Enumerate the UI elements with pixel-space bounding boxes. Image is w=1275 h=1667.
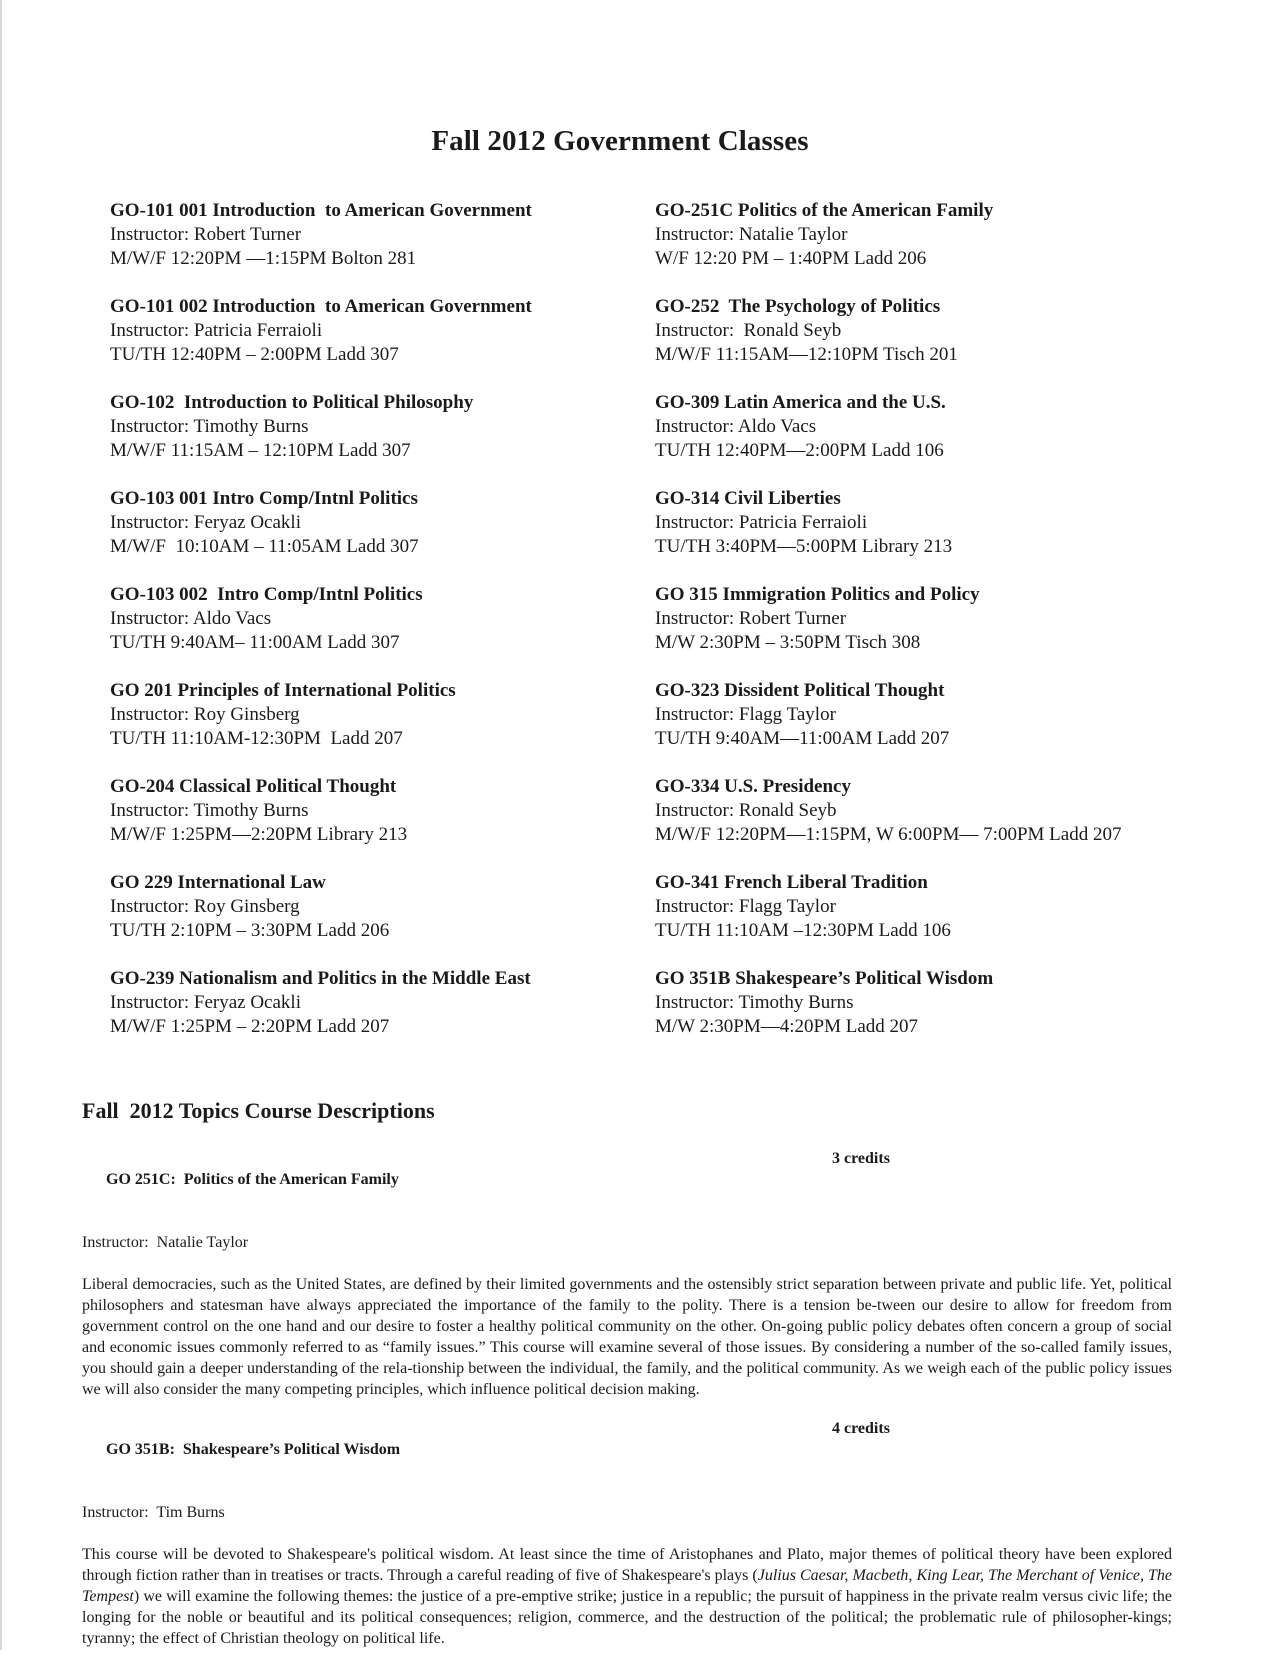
course-entry xyxy=(110,967,610,1063)
course-instructor: Instructor: Ronald Seyb xyxy=(655,800,837,821)
description-course-title: GO 351B: Shakespeare’s Political Wisdom xyxy=(106,1441,401,1458)
course-entry xyxy=(655,583,1215,679)
course-schedule: M/W/F 11:15AM – 12:10PM Ladd 307 xyxy=(110,440,411,461)
course-entry xyxy=(655,967,1215,1063)
course-instructor: Instructor: Patricia Ferraioli xyxy=(110,320,323,341)
course-schedule: TU/TH 9:40AM– 11:00AM Ladd 307 xyxy=(110,632,400,653)
course-entry xyxy=(655,487,1215,583)
course-instructor: Instructor: Ronald Seyb xyxy=(655,320,842,341)
description-body xyxy=(82,1544,1172,1649)
course-list-right xyxy=(655,199,1215,1063)
course-instructor: Instructor: Roy Ginsberg xyxy=(110,704,300,725)
course-schedule: M/W/F 1:25PM – 2:20PM Ladd 207 xyxy=(110,1016,390,1037)
course-name: GO-341 French Liberal Tradition xyxy=(655,872,928,893)
course-name: GO-314 Civil Liberties xyxy=(655,488,841,509)
course-entry xyxy=(655,679,1215,775)
course-name: GO-204 Classical Political Thought xyxy=(110,776,397,797)
course-name: GO-103 002 Intro Comp/Intnl Politics xyxy=(110,584,423,605)
page-title: Fall 2012 Government Classes xyxy=(431,125,809,158)
course-entry xyxy=(655,295,1215,391)
course-schedule: M/W 2:30PM – 3:50PM Tisch 308 xyxy=(655,632,921,653)
description-body-start: This course will be devoted to Shakespeare's political wisdom. At least since the time of Aristophanes and Plato, major themes of political theory have been explored through fiction rather than in treatises or tracts. Through a careful reading of five of Shakespeare's plays ( xyxy=(82,1546,1172,1584)
course-name: GO-323 Dissident Political Thought xyxy=(655,680,945,701)
course-instructor: Instructor: Flagg Taylor xyxy=(655,704,836,725)
course-instructor: Instructor: Timothy Burns xyxy=(655,992,854,1013)
description-plays: Julius Caesar, Macbeth, King Lear, The Merchant of Venice, The Tempest xyxy=(82,1567,1172,1605)
course-schedule: M/W/F 1:25PM—2:20PM Library 213 xyxy=(110,824,408,845)
course-schedule: M/W 2:30PM—4:20PM Ladd 207 xyxy=(655,1016,919,1037)
course-schedule: TU/TH 12:40PM—2:00PM Ladd 106 xyxy=(655,440,944,461)
course-entry xyxy=(655,775,1215,871)
topics-section xyxy=(82,1098,1172,1667)
course-instructor: Instructor: Feryaz Ocakli xyxy=(110,512,301,533)
course-entry xyxy=(110,199,610,295)
course-instructor: Instructor: Aldo Vacs xyxy=(110,608,272,629)
course-instructor: Instructor: Patricia Ferraioli xyxy=(655,512,868,533)
course-instructor: Instructor: Timothy Burns xyxy=(110,416,309,437)
course-instructor: Instructor: Timothy Burns xyxy=(110,800,309,821)
description-header xyxy=(82,1418,1172,1502)
course-instructor: Instructor: Robert Turner xyxy=(655,608,847,629)
course-schedule: TU/TH 12:40PM – 2:00PM Ladd 307 xyxy=(110,344,399,365)
description-body-end: ) we will examine the following themes: the justice of a pre-emptive strike; justice in a republic; the pursuit of happiness in the private realm versus civic life; the longing for the noble or beautiful and its political consequences; religion, commerce, and the destruction of the political; the problematic rule of philosopher-kings; tyranny; the effect of Christian theology on political life. xyxy=(82,1588,1172,1647)
course-name: GO-239 Nationalism and Politics in the Middle East xyxy=(110,968,531,989)
description-credits: 4 credits xyxy=(832,1420,890,1437)
course-name: GO-251C Politics of the American Family xyxy=(655,200,994,221)
course-name: GO 315 Immigration Politics and Policy xyxy=(655,584,980,605)
course-name: GO 201 Principles of International Politics xyxy=(110,680,456,701)
course-name: GO 351B Shakespeare’s Political Wisdom xyxy=(655,968,994,989)
course-list-left xyxy=(110,199,610,1063)
course-schedule: TU/TH 9:40AM—11:00AM Ladd 207 xyxy=(655,728,950,749)
course-instructor: Instructor: Robert Turner xyxy=(110,224,302,245)
course-entry xyxy=(655,391,1215,487)
course-instructor: Instructor: Natalie Taylor xyxy=(655,224,848,245)
course-instructor: Instructor: Aldo Vacs xyxy=(655,416,817,437)
description-body: Liberal democracies, such as the United States, are defined by their limited governments and the ostensibly strict separation between private and public life. Yet, political philosophers and statesman have always appreciated the importance of the family to the polity. There is a tension be-tween our desire to allow for freedom from government control on the one hand and our desire to foster a healthy political community on the other. On-going public policy debates often concern a group of social and economic issues commonly referred to as “family issues.” This course will examine several of those issues. By considering a number of the so-called family issues, you should gain a deeper understanding of the rela-tionship between the individual, the family, and the political community. As we weigh each of the public policy issues we will also consider the many competing principles, which influence political decision making. xyxy=(82,1276,1172,1398)
course-entry xyxy=(110,295,610,391)
course-instructor: Instructor: Flagg Taylor xyxy=(655,896,836,917)
course-name: GO-101 001 Introduction to American Government xyxy=(110,200,532,221)
description-course-title: GO 251C: Politics of the American Family xyxy=(106,1171,399,1188)
course-description xyxy=(82,1148,1172,1400)
course-entry xyxy=(110,391,610,487)
course-schedule: TU/TH 2:10PM – 3:30PM Ladd 206 xyxy=(110,920,390,941)
course-name: GO 229 International Law xyxy=(110,872,326,893)
course-instructor: Instructor: Roy Ginsberg xyxy=(110,896,300,917)
course-schedule: M/W/F 12:20PM—1:15PM, W 6:00PM— 7:00PM Ladd 207 xyxy=(655,824,1122,845)
course-schedule: M/W/F 12:20PM —1:15PM Bolton 281 xyxy=(110,248,417,269)
course-entry xyxy=(655,199,1215,295)
description-instructor: Instructor: Natalie Taylor xyxy=(82,1234,249,1251)
course-schedule: M/W/F 10:10AM – 11:05AM Ladd 307 xyxy=(110,536,419,557)
description-credits: 3 credits xyxy=(832,1150,890,1167)
course-entry xyxy=(110,487,610,583)
course-entry xyxy=(110,775,610,871)
course-name: GO-102 Introduction to Political Philosophy xyxy=(110,392,474,413)
course-name: GO-309 Latin America and the U.S. xyxy=(655,392,946,413)
description-instructor: Instructor: Tim Burns xyxy=(82,1504,225,1521)
course-name: GO-334 U.S. Presidency xyxy=(655,776,851,797)
course-entry xyxy=(110,583,610,679)
course-description xyxy=(82,1418,1172,1649)
course-instructor: Instructor: Feryaz Ocakli xyxy=(110,992,301,1013)
course-name: GO-101 002 Introduction to American Government xyxy=(110,296,532,317)
course-schedule: W/F 12:20 PM – 1:40PM Ladd 206 xyxy=(655,248,927,269)
course-name: GO-103 001 Intro Comp/Intnl Politics xyxy=(110,488,418,509)
course-schedule: M/W/F 11:15AM—12:10PM Tisch 201 xyxy=(655,344,958,365)
course-entry xyxy=(655,871,1215,967)
course-entry xyxy=(110,679,610,775)
course-name: GO-252 The Psychology of Politics xyxy=(655,296,941,317)
description-header xyxy=(82,1148,1172,1232)
course-schedule: TU/TH 3:40PM—5:00PM Library 213 xyxy=(655,536,953,557)
page-edge xyxy=(0,0,2,1650)
course-entry xyxy=(110,871,610,967)
course-schedule: TU/TH 11:10AM-12:30PM Ladd 207 xyxy=(110,728,403,749)
topics-heading: Fall 2012 Topics Course Descriptions xyxy=(82,1098,435,1123)
course-schedule: TU/TH 11:10AM –12:30PM Ladd 106 xyxy=(655,920,951,941)
